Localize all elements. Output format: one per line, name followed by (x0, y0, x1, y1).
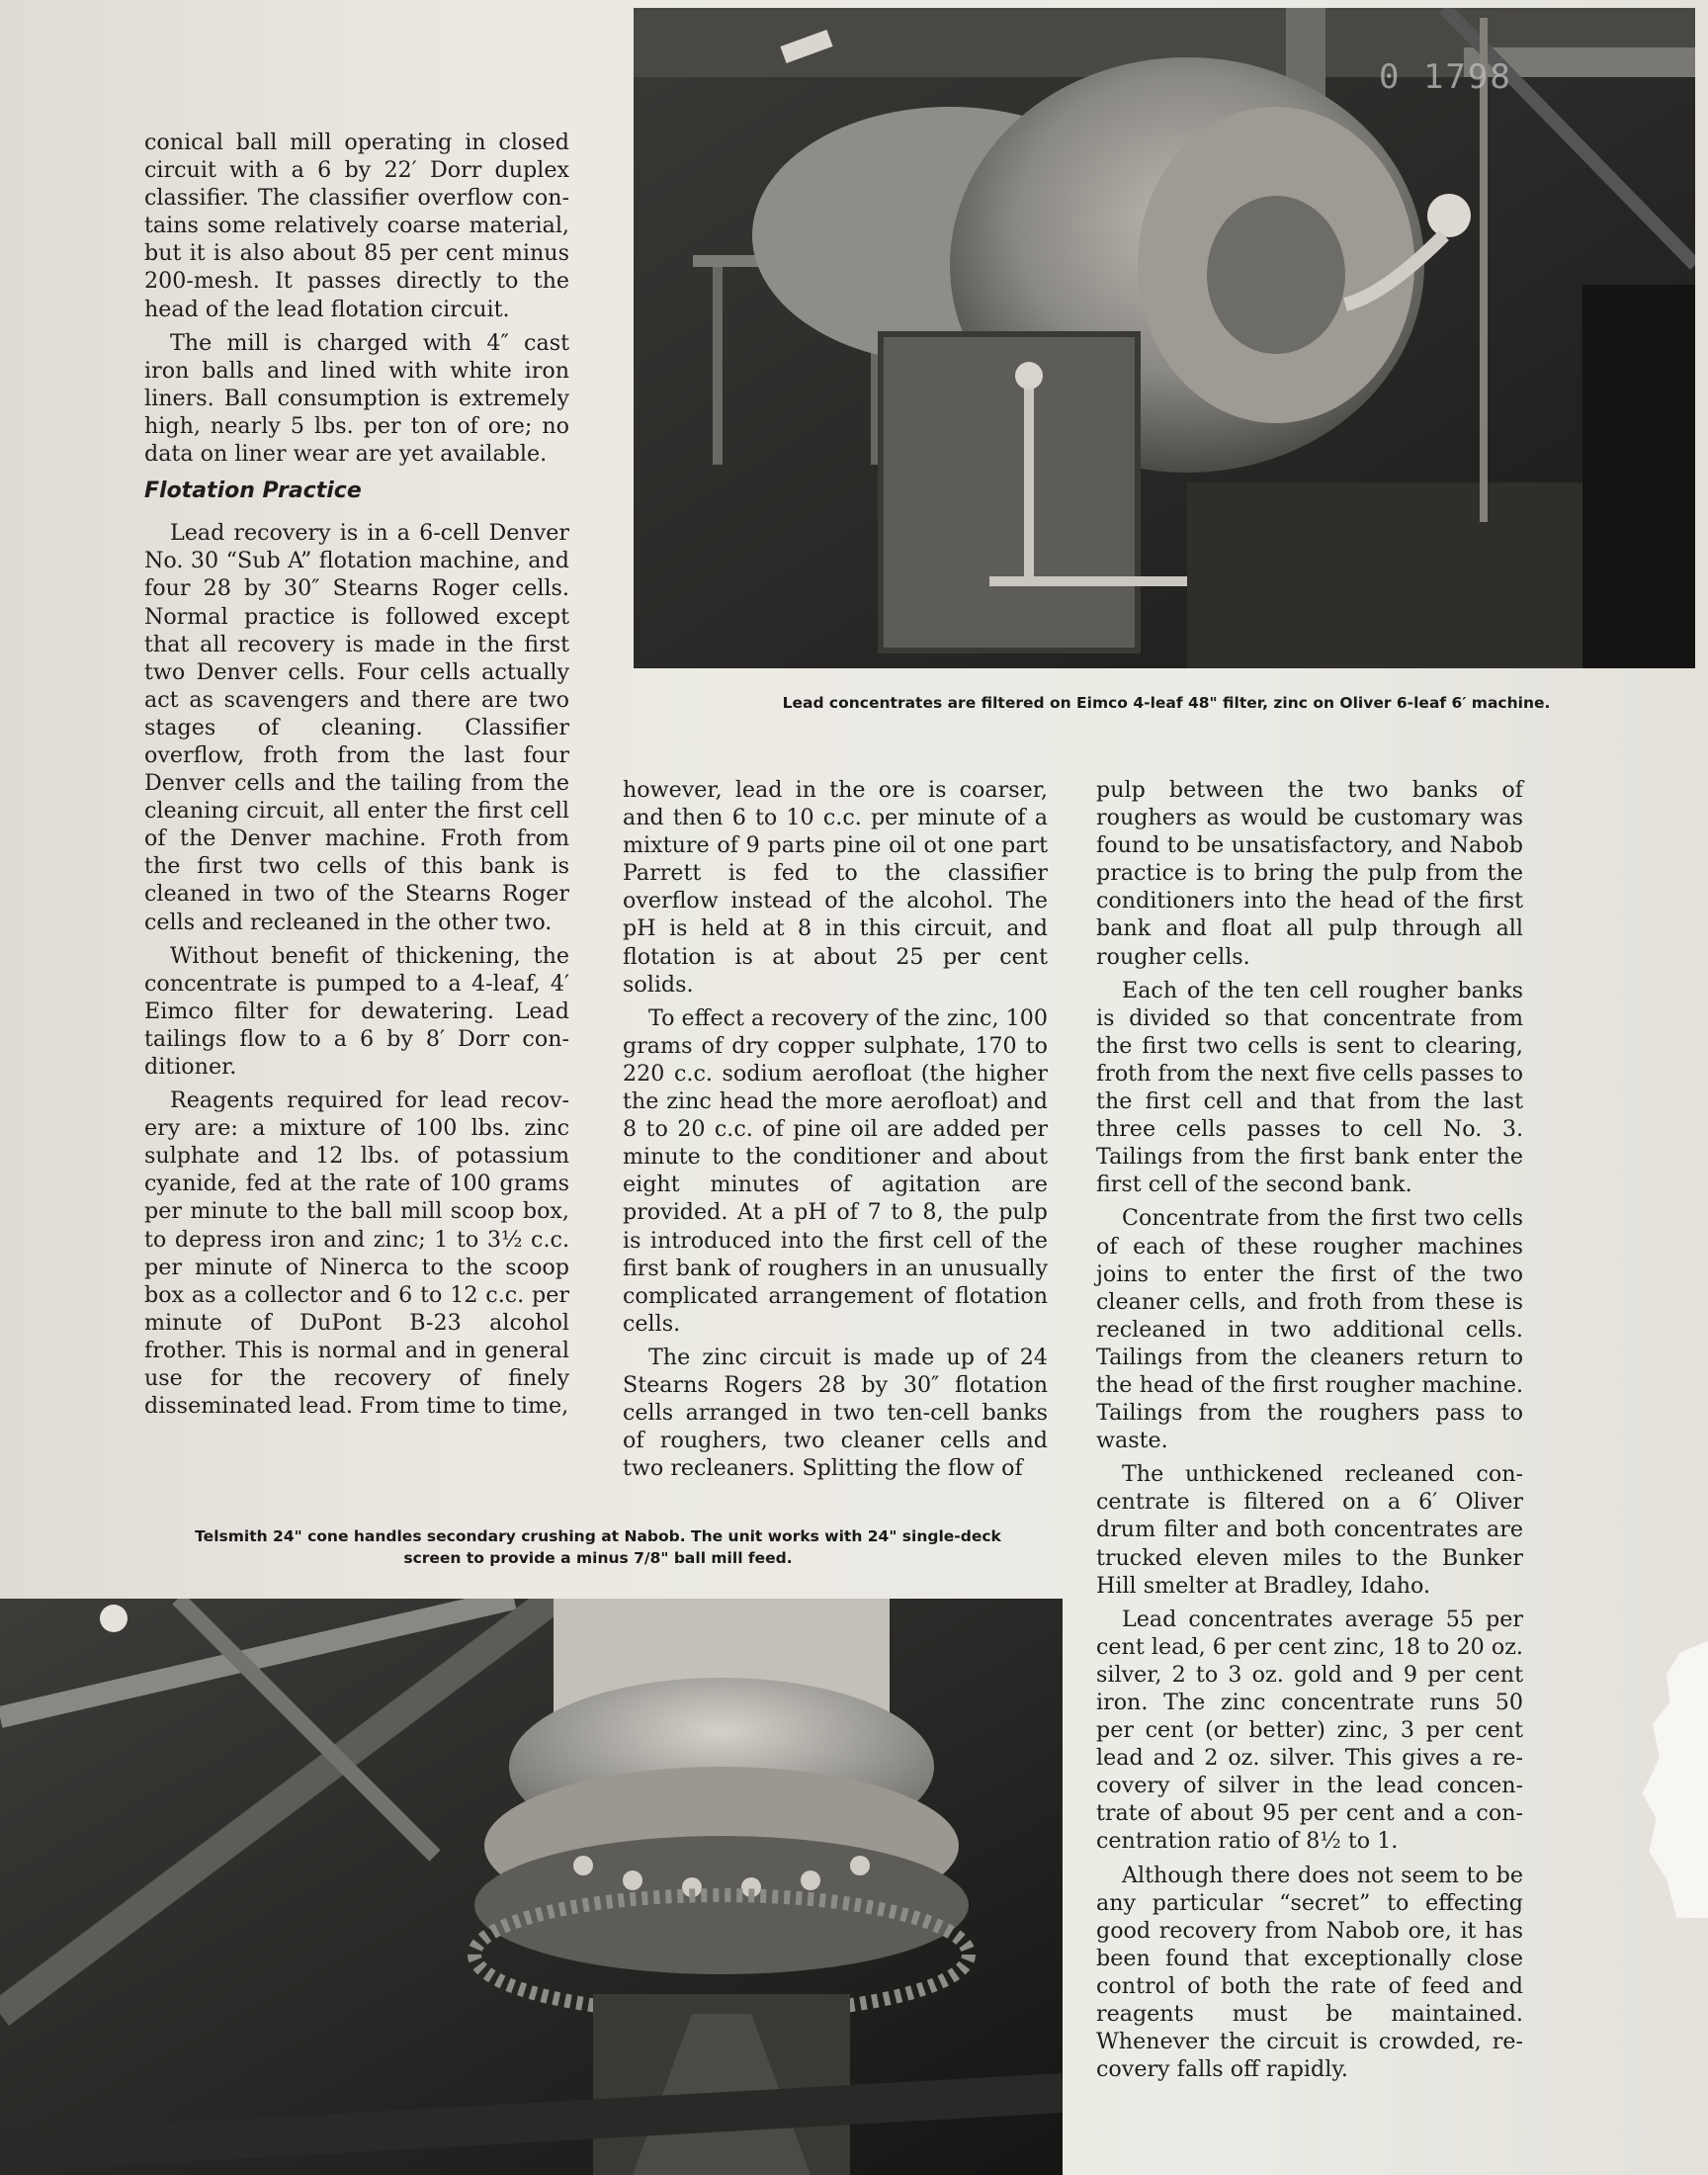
section-heading: Flotation Practice (144, 478, 362, 504)
paragraph: Reagents required for lead recovery are: a mixture of 100 lbs. zinc sulphate and 12 lbs. of potassium cyanide, fed at the rate of 100 grams per minute to the ball mill scoop box, to depress iron and zinc; 1 to 3½ c.c. per minute of Ninerca to the scoop box as a collector and 6 to 12 c.c. per minute of DuPont B-23 alcohol frother. This is normal and in general use for the recovery of finely disseminated lead. From time to time, (144, 1088, 569, 1420)
middle-text-column (623, 776, 1048, 1488)
paragraph: To effect a recovery of the zinc, 100 grams of dry copper sulphate, 170 to 220 c.c. sodium aerofloat (the higher the zinc head the more aerofloat) and 8 to 20 c.c. of pine oil are added per minute to the conditioner and about eight minutes of agitation are provided. At a pH of 7 to 8, the pulp is introduced into the first cell of the first bank of roughers in an unusually complicated arrangement of flotation cells. (623, 1004, 1048, 1337)
caption-line: screen to provide a minus 7/8" ball mill feed. (403, 1549, 793, 1567)
paragraph: The zinc circuit is made up of 24 Stearns Rogers 28 by 30″ flotation cells arranged in two ten-cell banks of roughers, two cleaner cells and two recleaners. Splitting the flow of (623, 1344, 1048, 1482)
cone-crusher-photo (0, 1599, 1063, 2175)
filter-photo-caption: Lead concentrates are filtered on Eimco 4-leaf 48" filter, zinc on Oliver 6-leaf 6′ machine. (782, 694, 1551, 712)
crusher-photo-caption (138, 1525, 1058, 1569)
caption-line: Telsmith 24" cone handles secondary crushing at Nabob. The unit works with 24" single-deck (195, 1527, 1001, 1545)
paragraph: Without benefit of thickening, the concentrate is pumped to a 4-leaf, 4′ Eimco filter for dewatering. Lead tailings flow to a 6 by 8′ Dorr conditioner. (144, 942, 569, 1080)
left-text-column (144, 129, 569, 1426)
paragraph: Lead concentrates average 55 per cent lead, 6 per cent zinc, 18 to 20 oz. silver, 2 to 3 oz. gold and 9 per cent iron. The zinc concentrate runs 50 per cent (or better) zinc, 3 per cent lead and 2 oz. silver. This gives a recovery of silver in the lead concentrate of about 95 per cent and a concentration ratio of 8½ to 1. (1096, 1606, 1523, 1855)
paragraph: pulp between the two banks of roughers as would be customary was found to be unsatisfactory, and Nabob practice is to bring the pulp from the conditioners into the head of the first bank and float all pulp through all rougher cells. (1096, 777, 1523, 970)
paragraph: The unthickened recleaned concentrate is filtered on a 6′ Oliver drum filter and both concentrates are trucked eleven miles to the Bunker Hill smelter at Bradley, Idaho. (1096, 1461, 1523, 1599)
paragraph: conical ball mill operating in closed circuit with a 6 by 22′ Dorr duplex classifier. The classifier overflow contains some relatively coarse material, but it is also about 85 per cent minus 200-mesh. It passes directly to the head of the lead flotation circuit. (144, 130, 569, 322)
paragraph: Each of the ten cell rougher banks is divided so that concentrate from the first two cells is sent to clearing, froth from the next five cells passes to the first cell and that from the last three cells passes to cell No. 3. Tailings from the first bank enter the first cell of the second bank. (1096, 977, 1523, 1198)
archive-stamp: 0 1798 (1379, 57, 1512, 97)
filter-machine-photo (634, 8, 1695, 668)
paragraph: The mill is charged with 4″ cast iron balls and lined with white iron liners. Ball consumption is extremely high, nearly 5 lbs. per ton of ore; no data on liner wear are yet available. (144, 329, 569, 468)
paragraph: Although there does not seem to be any particular “secret” to effecting good recovery from Nabob ore, it has been found that exceptionally close control of both the rate of feed and reagents must be maintained. Whenever the circuit is crowded, recovery falls off rapidly. (1096, 1862, 1523, 2083)
right-text-column (1096, 776, 1523, 2089)
paragraph: Concentrate from the first two cells of each of these rougher machines joins to enter the first of the two cleaner cells, and froth from these is recleaned in two additional cells. Tailings from the cleaners return to the head of the first rougher machine. Tailings from the roughers pass to waste. (1096, 1205, 1523, 1454)
paragraph: however, lead in the ore is coarser, and then 6 to 10 c.c. per minute of a mixture of 9 parts pine oil ot one part Parrett is fed to the classifier overflow instead of the alcohol. The pH is held at 8 in this circuit, and flotation is at about 25 per cent solids. (623, 777, 1048, 998)
paragraph: Lead recovery is in a 6-cell Denver No. 30 “Sub A” flotation machine, and four 28 by 30″ Stearns Roger cells. Normal practice is followed except that all recovery is made in the first two Denver cells. Four cells actually act as scavengers and there are two stages of cleaning. Classifier overflow, froth from the last four Denver cells and the tailing from the cleaning circuit, all enter the first cell of the Denver machine. Froth from the first two cells of this bank is cleaned in two of the Stearns Roger cells and recleaned in the other two. (144, 520, 569, 935)
